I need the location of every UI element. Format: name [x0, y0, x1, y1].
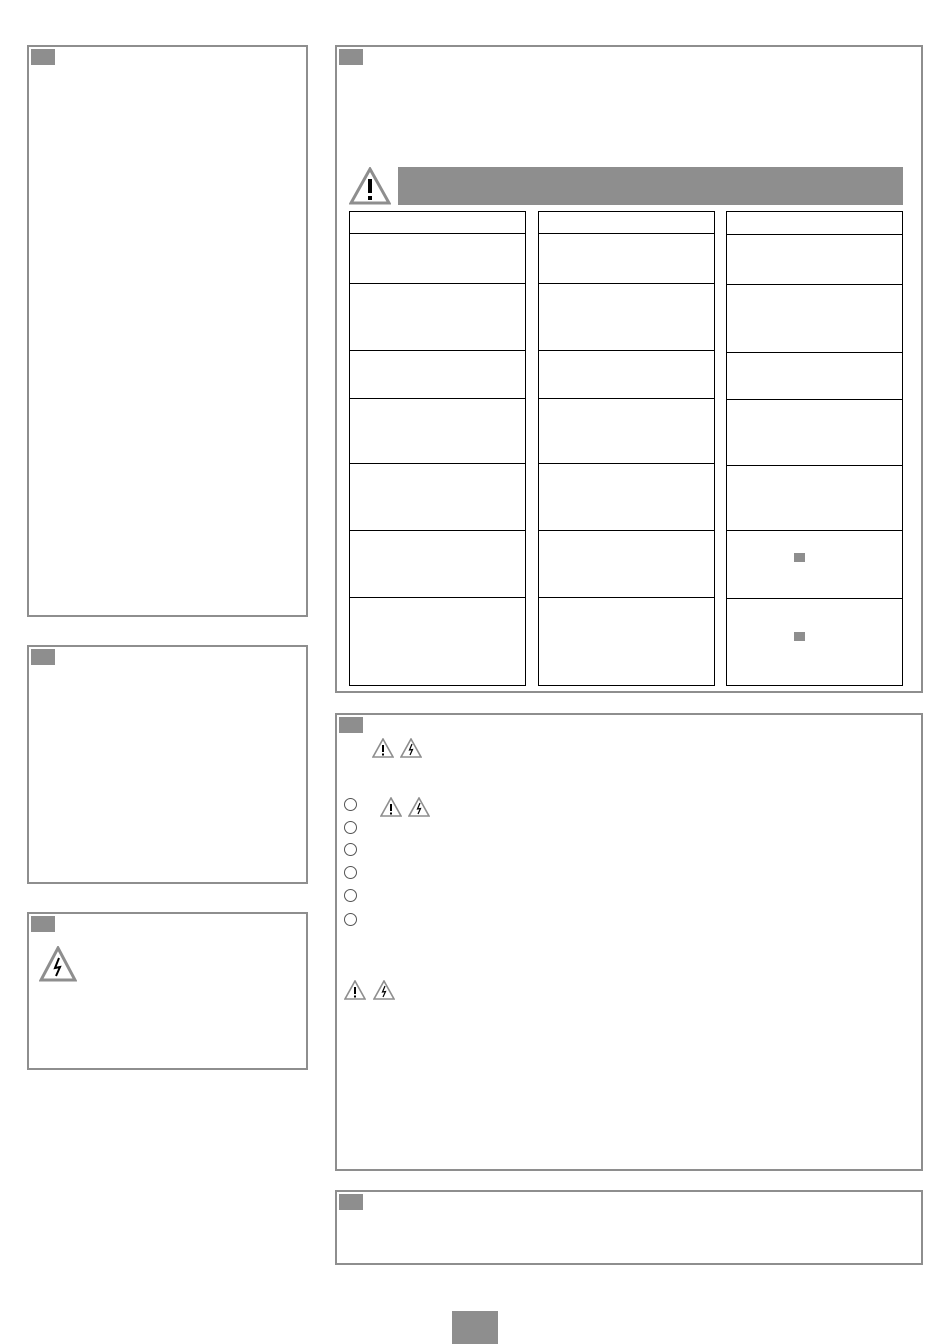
- table-marker: [794, 632, 805, 641]
- circle-bullet-icon: [344, 913, 357, 926]
- circle-bullet-icon: [344, 843, 357, 856]
- warning-icon: [372, 738, 394, 758]
- warning-icon: [349, 167, 391, 205]
- table-column-3: [726, 211, 903, 686]
- top-left-panel: [27, 45, 308, 617]
- small-left-panel: [27, 912, 308, 1070]
- mid-left-panel: [27, 645, 308, 884]
- table-marker: [794, 553, 805, 562]
- section-tag: [31, 649, 55, 665]
- warning-icon: [380, 797, 402, 817]
- warning-banner: [398, 167, 903, 205]
- bottom-right-panel: [335, 1190, 923, 1265]
- electric-hazard-icon: [400, 738, 422, 758]
- section-tag: [31, 916, 55, 932]
- table-column-1: [349, 211, 526, 686]
- section-tag: [31, 49, 55, 65]
- page-number-tab: [452, 1311, 498, 1344]
- section-tag: [339, 49, 363, 65]
- circle-bullet-icon: [344, 889, 357, 902]
- lower-right-panel: [335, 713, 923, 1171]
- electric-hazard-icon: [373, 980, 395, 1000]
- warning-icon: [344, 980, 366, 1000]
- circle-bullet-icon: [344, 866, 357, 879]
- table-column-2: [538, 211, 715, 686]
- electric-hazard-icon: [408, 797, 430, 817]
- section-tag: [339, 1194, 363, 1210]
- circle-bullet-icon: [344, 798, 357, 811]
- circle-bullet-icon: [344, 821, 357, 834]
- section-tag: [339, 717, 363, 733]
- electric-hazard-icon: [39, 946, 77, 982]
